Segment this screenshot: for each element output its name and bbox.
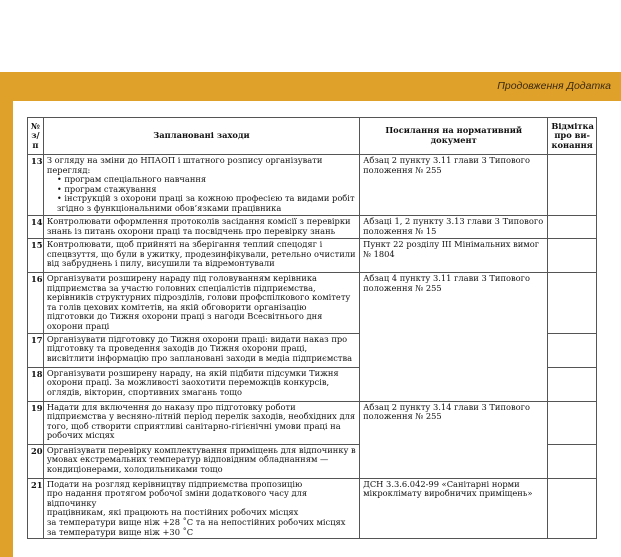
row-activity [43,478,359,539]
row-mark [548,239,597,273]
table-row [28,239,597,273]
row-mark [548,367,597,401]
row-activity: Надати для включення до наказу про підготовку роботи підприємства у весняно-літній період перелік заходів, необхідних для того, щоб створити сприятливі санітарно-гігієнічні умови праці на робочих місцях [43,401,359,444]
table-row [28,478,597,539]
header-reference: Посилання на нормативний документ [360,118,548,155]
row-number: 20 [28,444,44,478]
list-item: • інструкцій з охорони праці за кожною професією та видами робіт згідно з функціональними обов’язками працівника [57,194,356,213]
row-number: 17 [28,333,44,367]
row-activity [43,155,359,216]
table-row [28,273,597,334]
row-mark [548,155,597,216]
row-activity: Організувати розширену нараду, на якій підбити підсумки Тижня охорони праці. За можливості заохотити переможців конкурсів, оглядів, вікторин, спортивних змагань тощо [43,367,359,401]
row-reference: Абзац 2 пункту 3.11 глави 3 Типового положення № 255 [360,155,548,216]
row-mark [548,333,597,367]
table-row [28,216,597,239]
continuation-caption: Продовження Додатка [497,80,611,92]
row-number: 13 [28,155,44,216]
activity-line: працівникам, які працюють на постійних робочих місцях [46,507,299,518]
table-header-row [28,118,597,155]
row-mark [548,401,597,444]
activity-line: за температури вище ніж +30 ˚С [46,526,194,537]
row-number: 21 [28,478,44,539]
row-activity: Організувати розширену нараду під головуванням керівника підприємства за участю головних спеціалістів підприємства, керівників структурних підрозділів, голови профспілкового комітету та голів цехових комітетів, на якій обговорити організацію підготовки до Тижня охорони праці з нагоди Всесвітнього дня охорони праці [43,273,359,334]
row-activity: Контролювати оформлення протоколів засідання комісії з перевірки знань із питань охорони праці та посвідчень про перевірку знань [43,216,359,239]
row-number: 19 [28,401,44,444]
activities-table [27,117,597,539]
activity-line: про надання протягом робочої зміни додаткового часу для відпочинку [46,488,308,508]
row-reference: Абзаці 1, 2 пункту 3.13 глави 3 Типового положення № 15 [360,216,548,239]
activity-line: Подати на розгляд керівництву підприємства пропозицію [46,478,303,489]
row-activity: Організувати підготовку до Тижня охорони праці: видати наказ про підготовку та проведення заходів до Тижня охорони праці, висвітлити інформацію про заплановані заходи в медіа підприємства [43,333,359,367]
row-mark [548,478,597,539]
row-reference: Абзац 4 пункту 3.11 глави 3 Типового положення № 255 [360,273,548,402]
row-mark [548,216,597,239]
row-mark [548,273,597,334]
row-mark [548,444,597,478]
row-number: 18 [28,367,44,401]
row-number: 15 [28,239,44,273]
header-no: № з/п [28,118,44,155]
table-row [28,155,597,216]
row-activity: Організувати перевірку комплектування приміщень для відпочинку в умовах екстремальних температур відповідним обладнанням — кондиціонерами, холодильниками тощо [43,444,359,478]
table-row [28,401,597,444]
header-activities: Заплановані заходи [43,118,359,155]
activity-bullets [47,175,356,213]
row-activity: Контролювати, щоб прийняті на зберігання теплий спецодяг і спецвзуття, що були в ужитку, продезинфікували, ретельно очистили від забруднень і пилу, висушили та відремонтували [43,239,359,273]
row-reference: ДСН 3.3.6.042-99 «Санітарні норми мікроклімату виробничих приміщень» [360,478,548,539]
header-mark: Відмітка про ви- конання [548,118,597,155]
list-item: • програм стажування [57,185,356,195]
row-reference: Пункт 22 розділу ІІІ Мінімальних вимог № 1804 [360,239,548,273]
row-number: 14 [28,216,44,239]
row-reference: Абзац 2 пункту 3.14 глави 3 Типового положення № 255 [360,401,548,478]
activity-intro: З огляду на зміни до НПАОП і штатного розпису організувати перегляд: [46,155,323,175]
list-item: • програм спеціального навчання [57,175,356,185]
row-number: 16 [28,273,44,334]
activity-line: за температури вище ніж +28 ˚С та на непостійних робочих місцях [46,516,346,527]
